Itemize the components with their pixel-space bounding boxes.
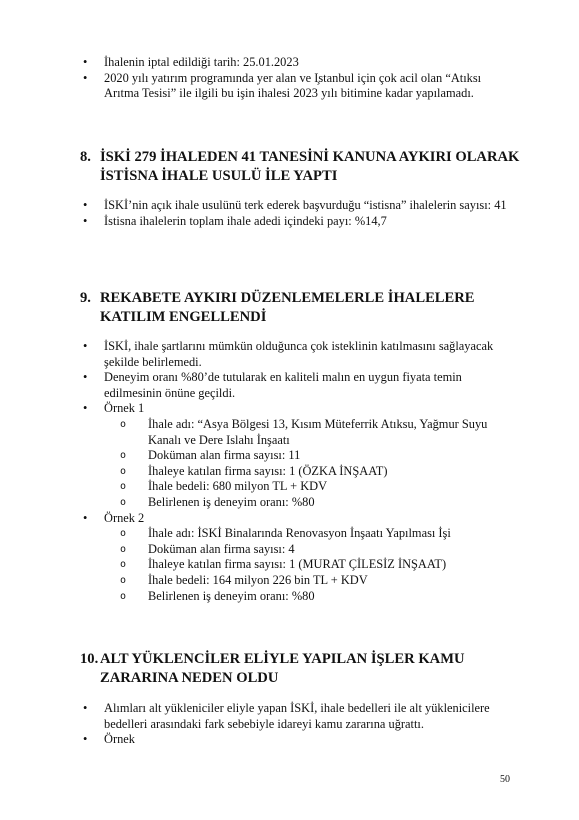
section-9-heading — [80, 289, 520, 327]
example-2-item — [78, 511, 518, 605]
sub-list-item: o İhale adı: “Asya Bölgesi 13, Kısım Müteferrik Atıksu, Yağmur Suyu Kanalı ve Dere Islahı İnşaatı — [104, 417, 518, 448]
section-8-bullet-list — [78, 198, 518, 229]
section-9-number: 9. — [80, 290, 91, 306]
list-item: • İSKİ, ihale şartlarını mümkün olduğunca çok isteklinin katılmasını sağlayacak şekilde belirlemedi. — [78, 339, 518, 370]
intro-bullet-list — [78, 55, 518, 102]
example-1-item — [78, 401, 518, 510]
section-9-bullet-list — [78, 339, 518, 604]
sub-list-item: o Belirlenen iş deneyim oranı: %80 — [104, 589, 518, 605]
list-item: • Örnek — [78, 732, 518, 748]
list-item: • İhalenin iptal edildiği tarih: 25.01.2023 — [78, 55, 518, 71]
list-item: • Alımları alt yükleniciler eliyle yapan İSKİ, ihale bedelleri ile alt yüklenicilere bedelleri arasındaki fark sebebiyle idareyi kamu zararına uğrattı. — [78, 701, 518, 732]
sub-list-item: o İhaleye katılan firma sayısı: 1 (ÖZKA İNŞAAT) — [104, 464, 518, 480]
section-9-title-line2: KATILIM ENGELLENDİ — [100, 309, 267, 325]
section-10-title-line2: ZARARINA NEDEN OLDU — [100, 670, 279, 686]
section-9-title-line1: REKABETE AYKIRI DÜZENLEMELERLE İHALELERE — [100, 290, 475, 306]
section-10-heading — [80, 650, 520, 688]
sub-list-item: o Doküman alan firma sayısı: 4 — [104, 542, 518, 558]
section-10-number: 10. — [80, 651, 99, 667]
list-item: • İSKİ’nin açık ihale usulünü terk ederek başvurduğu “istisna” ihalelerin sayısı: 41 — [78, 198, 518, 214]
sub-list-item: o Belirlenen iş deneyim oranı: %80 — [104, 495, 518, 511]
sub-list-item: o İhale bedeli: 680 milyon TL + KDV — [104, 479, 518, 495]
section-8-number: 8. — [80, 149, 91, 165]
sub-list-item: o İhaleye katılan firma sayısı: 1 (MURAT ÇİLESİZ İNŞAAT) — [104, 557, 518, 573]
section-8-title-line1: İSKİ 279 İHALEDEN 41 TANESİNİ KANUNA AYKIRI OLARAK — [100, 149, 520, 165]
list-item: • 2020 yılı yatırım programında yer alan ve I̧stanbul için çok acil olan “Atıksı Arıtma Tesisi” ile ilgili bu işin ihalesi 2023 yılı bitimine kadar yapılamadı. — [78, 71, 518, 102]
section-10-title-line1: ALT YÜKLENCİLER ELİYLE YAPILAN İŞLER KAMU — [100, 651, 465, 667]
example-2-label: Örnek 2 — [104, 510, 145, 525]
example-2-sublist — [104, 526, 518, 604]
section-8-heading — [80, 148, 520, 186]
example-1-sublist — [104, 417, 518, 511]
list-item: • İstisna ihalelerin toplam ihale adedi içindeki payı: %14,7 — [78, 214, 518, 230]
sub-list-item: o Doküman alan firma sayısı: 11 — [104, 448, 518, 464]
list-item: • Deneyim oranı %80’de tutularak en kaliteli malın en uygun fiyata temin edilmesinin önüne geçildi. — [78, 370, 518, 401]
sub-list-item: o İhale bedeli: 164 milyon 226 bin TL + KDV — [104, 573, 518, 589]
sub-list-item: o İhale adı: İSKİ Binalarında Renovasyon İnşaatı Yapılması İşi — [104, 526, 518, 542]
section-10-bullet-list — [78, 701, 518, 748]
example-1-label: Örnek 1 — [104, 401, 145, 416]
section-8-title-line2: İSTİSNA İHALE USULÜ İLE YAPTI — [100, 168, 338, 184]
page-number: 50 — [500, 774, 510, 785]
